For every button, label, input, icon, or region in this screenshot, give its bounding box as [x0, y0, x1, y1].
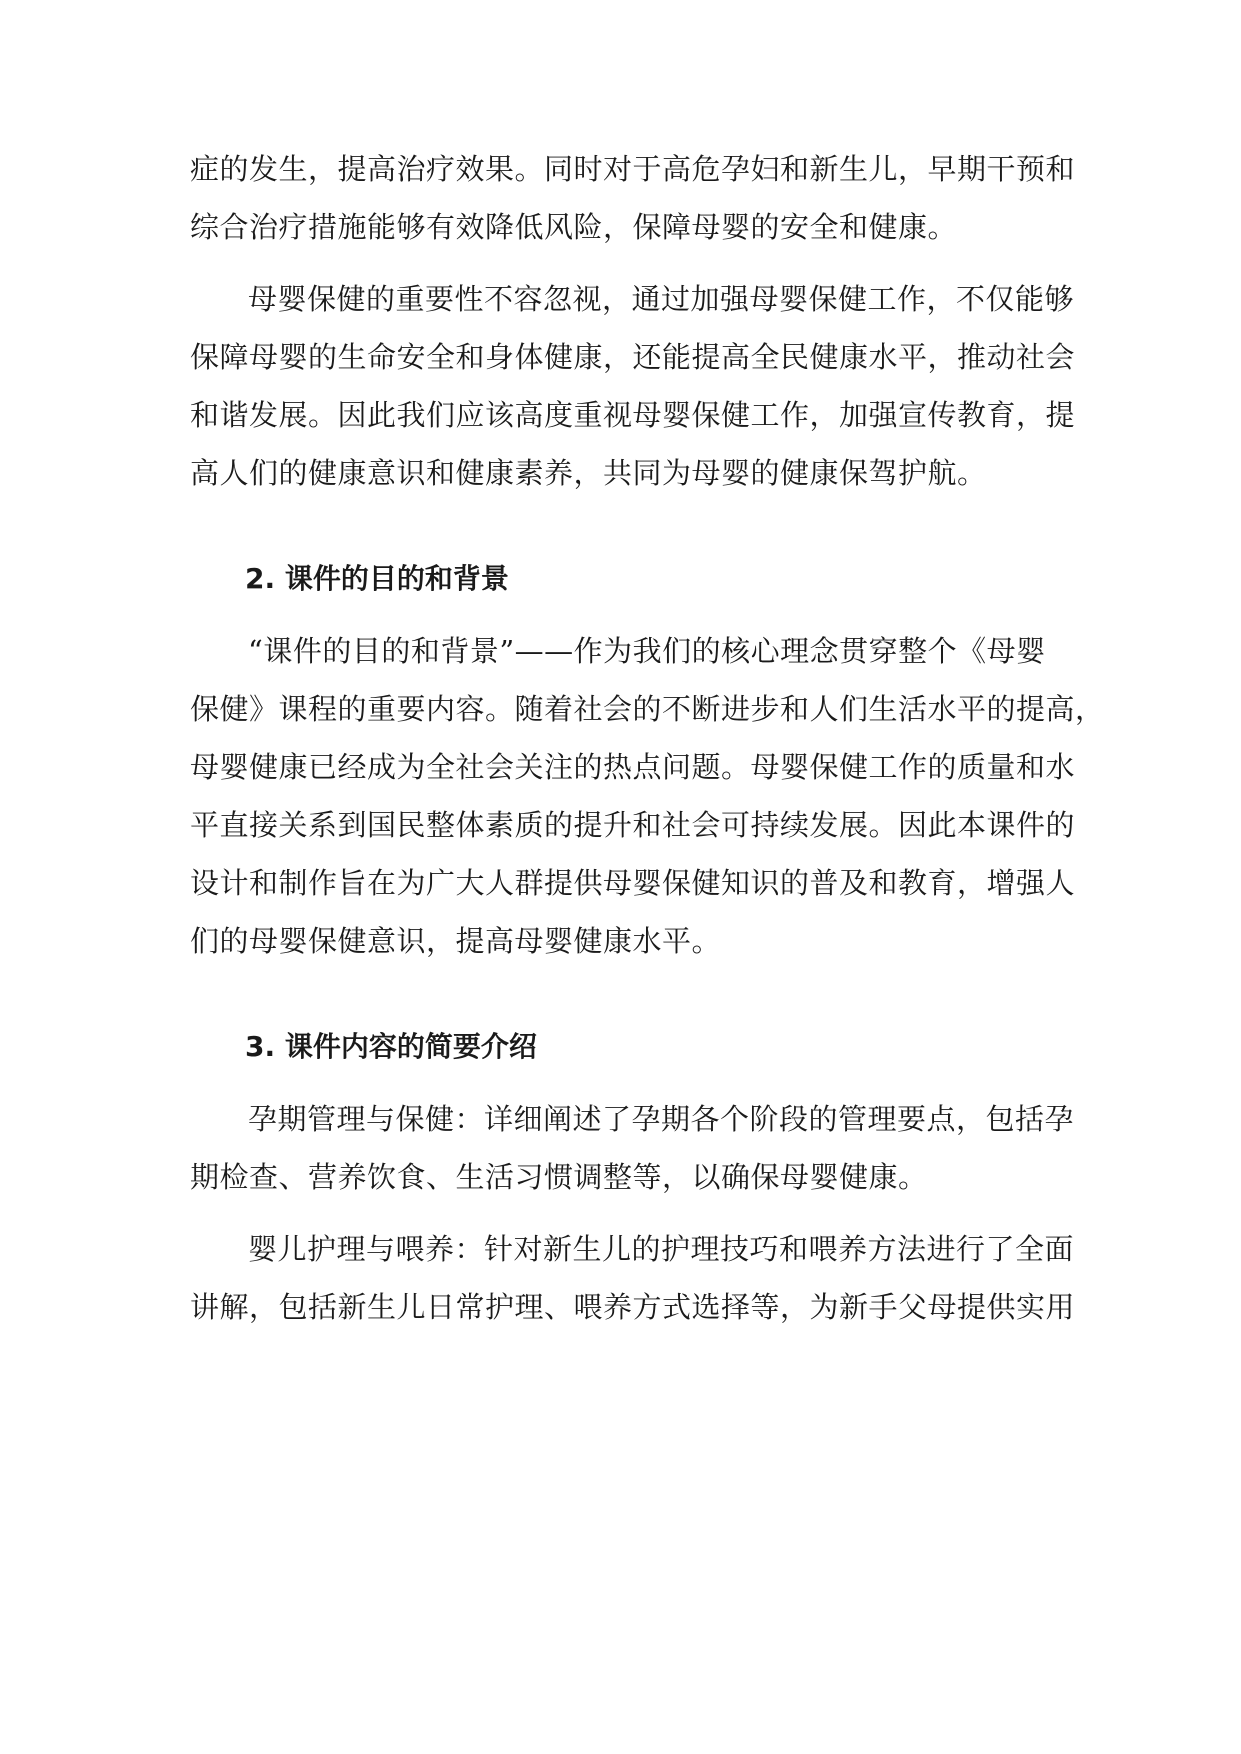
paragraph-pregnancy-care	[190, 1090, 1075, 1206]
paragraph-importance	[190, 270, 1076, 502]
document-page	[190, 140, 1105, 1336]
text-line: 保障母婴的生命安全和身体健康，还能提高全民健康水平，推动社会	[190, 340, 1076, 374]
paragraph-purpose	[190, 622, 1105, 970]
section-heading-2: 2. 课件的目的和背景	[245, 562, 509, 595]
text-line: 期检查、营养饮食、生活习惯调整等，以确保母婴健康。	[190, 1160, 928, 1194]
text-line: 综合治疗措施能够有效降低风险，保障母婴的安全和健康。	[190, 210, 958, 244]
text-line: 保健》课程的重要内容。随着社会的不断进步和人们生活水平的提高，	[190, 692, 1105, 726]
text-line: 们的母婴保健意识，提高母婴健康水平。	[190, 924, 722, 958]
text-line: 母婴保健的重要性不容忽视，通过加强母婴保健工作，不仅能够	[248, 282, 1075, 316]
text-line: 母婴健康已经成为全社会关注的热点问题。母婴保健工作的质量和水	[190, 750, 1076, 784]
text-line: 婴儿护理与喂养：针对新生儿的护理技巧和喂养方法进行了全面	[248, 1232, 1075, 1266]
text-line: 高人们的健康意识和健康素养，共同为母婴的健康保驾护航。	[190, 456, 987, 490]
text-line: 讲解，包括新生儿日常护理、喂养方式选择等，为新手父母提供实用	[190, 1290, 1076, 1324]
paragraph-infant-care	[190, 1220, 1076, 1336]
text-line: 孕期管理与保健：详细阐述了孕期各个阶段的管理要点，包括孕	[248, 1102, 1075, 1136]
text-line: 平直接关系到国民整体素质的提升和社会可持续发展。因此本课件的	[190, 808, 1076, 842]
paragraph-complications	[190, 140, 1076, 256]
text-line: 和谐发展。因此我们应该高度重视母婴保健工作，加强宣传教育，提	[190, 398, 1076, 432]
text-line: 设计和制作旨在为广大人群提供母婴保健知识的普及和教育，增强人	[190, 866, 1076, 900]
text-line: 症的发生，提高治疗效果。同时对于高危孕妇和新生儿，早期干预和	[190, 152, 1076, 186]
section-heading-3: 3. 课件内容的简要介绍	[245, 1030, 537, 1063]
text-line: “课件的目的和背景”——作为我们的核心理念贯穿整个《母婴	[248, 634, 1046, 668]
